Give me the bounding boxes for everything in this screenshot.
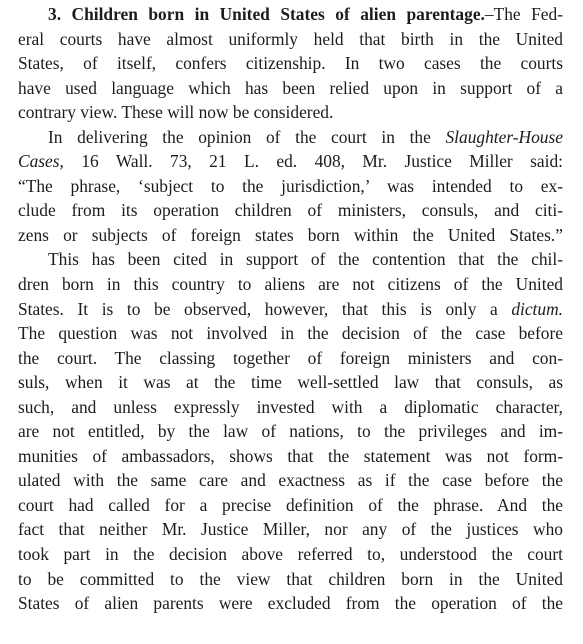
text-line: The question was not involved in the decision of the case before — [18, 323, 563, 344]
case-name-italic: Slaughter-House — [445, 126, 563, 147]
text-line: suls, when it was at the time well-settled law that consuls, as — [18, 372, 563, 393]
text-line: ulated with the same care and exactness as if the case before the — [18, 470, 563, 491]
text-line — [18, 125, 563, 150]
text-line: to be committed to the view that children born in the United — [18, 568, 563, 589]
text-run: States. It is to be observed, however, that this is only a — [18, 298, 512, 319]
text-line — [18, 297, 563, 322]
text-line: States, of itself, confers citizenship. In two cases the courts — [18, 53, 563, 74]
text-line: munities of ambassadors, shows that the statement was not form- — [18, 445, 563, 466]
text-line: zens or subjects of foreign states born within the United States.” — [18, 224, 563, 245]
text-line — [18, 149, 563, 174]
paragraph-3 — [18, 247, 563, 615]
text-line: court had called for a precise definition of the phrase. And the — [18, 494, 563, 515]
heading-dash: – — [484, 4, 494, 24]
dictum-italic: dictum. — [511, 298, 563, 319]
text-line: the court. The classing together of foreign ministers and con- — [18, 347, 563, 368]
document-page — [18, 0, 563, 616]
case-name-italic: Cases, — [18, 151, 64, 172]
paragraph-2 — [18, 125, 563, 248]
text-run: In delivering the opinion of the court in the — [48, 126, 446, 147]
text-line: States of alien parents were excluded from the operation of the — [18, 593, 563, 614]
text-run: The Fed- — [493, 4, 563, 24]
text-line: dren born in this country to aliens are not citizens of the United — [18, 274, 563, 295]
text-line: have used language which has been relied upon in support of a — [18, 77, 563, 98]
paragraph-1 — [18, 2, 563, 125]
text-run: 16 Wall. 73, 21 L. ed. 408, Mr. Justice Miller said: — [63, 151, 563, 172]
text-line: eral courts have almost uniformly held that birth in the United — [18, 28, 563, 49]
text-line: “The phrase, ‘subject to the jurisdiction,’ was intended to ex- — [18, 175, 563, 196]
text-line: contrary view. These will now be considered. — [18, 102, 334, 123]
text-line: took part in the decision above referred to, understood the court — [18, 544, 563, 565]
text-line: This has been cited in support of the contention that the chil- — [48, 249, 563, 270]
text-line: are not entitled, by the law of nations, to the privileges and im- — [18, 421, 563, 442]
text-line — [18, 2, 563, 27]
text-line: such, and unless expressly invested with a diplomatic character, — [18, 396, 563, 417]
text-line: clude from its operation children of ministers, consuls, and citi- — [18, 200, 563, 221]
section-heading: 3. Children born in United States of alien parentage. — [48, 4, 485, 24]
text-line: fact that neither Mr. Justice Miller, nor any of the justices who — [18, 519, 563, 540]
